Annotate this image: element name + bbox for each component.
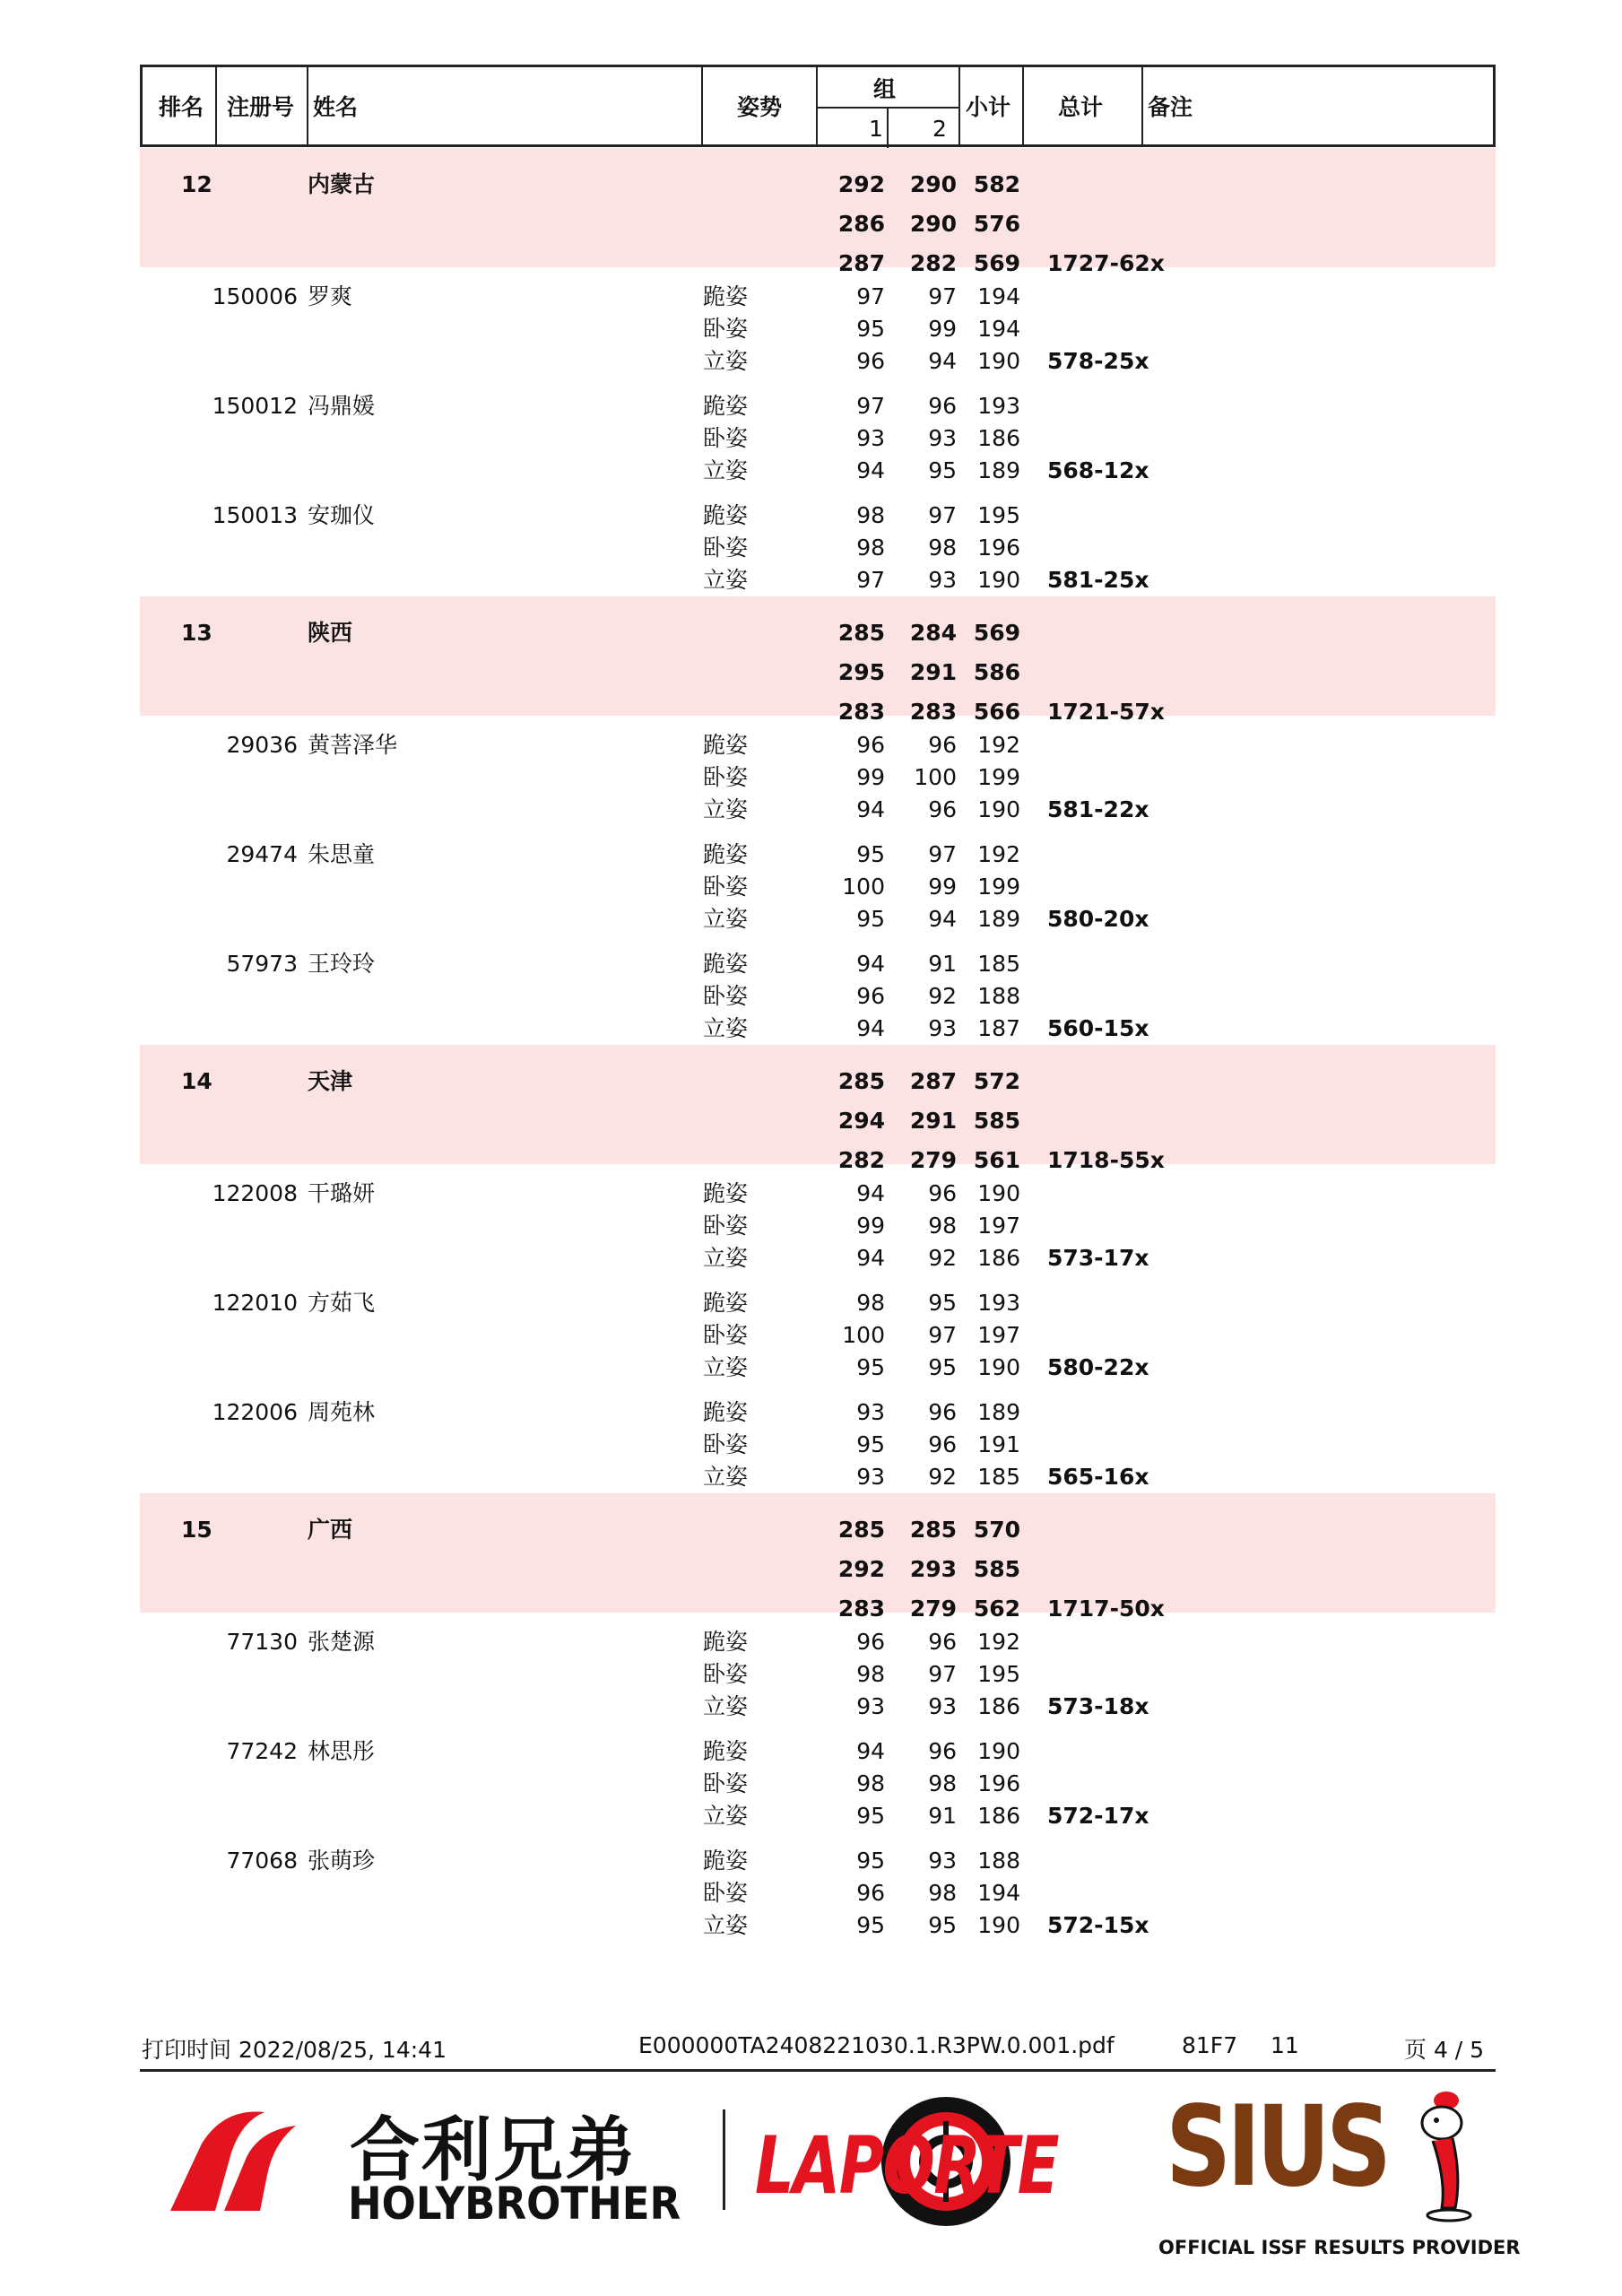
athlete-g1-score: 98 — [856, 1661, 885, 1687]
athlete-position: 卧姿 — [703, 1880, 749, 1906]
athlete-name: 黄菩泽华 — [308, 732, 398, 758]
athlete-subtotal: 187 — [977, 1015, 1020, 1041]
athlete-total: 565-16x — [1047, 1464, 1149, 1490]
holybrother-en: HOLYBROTHER — [348, 2178, 681, 2230]
athlete-total: 581-25x — [1047, 567, 1149, 593]
athlete-position: 立姿 — [703, 1245, 749, 1271]
athlete-g1-score: 100 — [842, 1322, 885, 1348]
athlete-position: 跪姿 — [703, 502, 749, 528]
athlete-name: 周苑林 — [308, 1399, 376, 1425]
athlete-reg-no: 77242 — [226, 1738, 298, 1764]
athlete-subtotal: 188 — [977, 1848, 1020, 1874]
team-g1-score: 283 — [837, 1596, 885, 1622]
athlete-reg-no: 77130 — [226, 1629, 298, 1655]
athlete-g1-score: 96 — [856, 732, 885, 758]
team-g1-score: 283 — [837, 699, 885, 725]
athlete-reg-no: 57973 — [226, 951, 298, 977]
col-position: 姿势 — [737, 94, 783, 120]
divider — [307, 67, 308, 144]
team-rank: 14 — [181, 1068, 213, 1094]
print-time: 打印时间 2022/08/25, 14:41 — [142, 2037, 447, 2063]
divider — [1022, 67, 1024, 144]
athlete-g2-score: 96 — [928, 1180, 957, 1206]
athlete-g2-score: 93 — [928, 567, 957, 593]
athlete-subtotal: 186 — [977, 1803, 1020, 1829]
athlete-g1-score: 98 — [856, 502, 885, 528]
athlete-position: 卧姿 — [703, 1322, 749, 1348]
athlete-subtotal: 199 — [977, 764, 1020, 790]
athlete-name: 张萌珍 — [308, 1848, 376, 1874]
file-name: E000000TA2408221030.1.R3PW.0.001.pdf — [638, 2032, 1115, 2058]
doc-code: 81F7 — [1182, 2032, 1238, 2058]
athlete-name: 安珈仪 — [308, 502, 376, 528]
athlete-position: 立姿 — [703, 457, 749, 483]
athlete-name: 张楚源 — [308, 1629, 376, 1655]
athlete-g1-score: 95 — [856, 1912, 885, 1938]
athlete-g1-score: 96 — [856, 348, 885, 374]
athlete-g1-score: 97 — [856, 393, 885, 419]
team-g2-score: 279 — [909, 1596, 957, 1622]
athlete-g1-score: 99 — [856, 1213, 885, 1239]
team-g1-score: 287 — [837, 250, 885, 276]
team-subtotal: 582 — [973, 171, 1020, 197]
athlete-position: 立姿 — [703, 796, 749, 822]
athlete-g2-score: 97 — [928, 1661, 957, 1687]
athlete-g1-score: 95 — [856, 1848, 885, 1874]
athlete-subtotal: 192 — [977, 841, 1020, 867]
col-subtotal: 小计 — [966, 94, 1011, 120]
athlete-g1-score: 94 — [856, 1180, 885, 1206]
team-g2-score: 290 — [909, 211, 957, 237]
athlete-name: 干璐妍 — [308, 1180, 376, 1206]
athlete-g2-score: 100 — [914, 764, 957, 790]
team-name: 广西 — [308, 1517, 353, 1543]
athlete-subtotal: 194 — [977, 1880, 1020, 1906]
page-number: 页 4 / 5 — [1404, 2037, 1485, 2063]
athlete-subtotal: 186 — [977, 425, 1020, 451]
col-total: 总计 — [1058, 94, 1104, 120]
athlete-g2-score: 97 — [928, 841, 957, 867]
team-rank: 12 — [181, 171, 213, 197]
footer-rule — [140, 2069, 1496, 2072]
athlete-subtotal: 190 — [977, 567, 1020, 593]
results-table-header — [140, 65, 1496, 147]
athlete-g1-score: 100 — [842, 874, 885, 900]
athlete-subtotal: 193 — [977, 393, 1020, 419]
sius-tagline: OFFICIAL ISSF RESULTS PROVIDER — [1158, 2237, 1521, 2258]
team-g1-score: 292 — [837, 1556, 885, 1582]
athlete-reg-no: 29036 — [226, 732, 298, 758]
athlete-g1-score: 94 — [856, 457, 885, 483]
team-rank: 15 — [181, 1517, 213, 1543]
athlete-subtotal: 189 — [977, 906, 1020, 932]
athlete-subtotal: 197 — [977, 1213, 1020, 1239]
athlete-subtotal: 195 — [977, 502, 1020, 528]
team-name: 陕西 — [308, 620, 353, 646]
athlete-g2-score: 96 — [928, 796, 957, 822]
doc-number: 11 — [1271, 2032, 1299, 2058]
athlete-g2-score: 96 — [928, 1629, 957, 1655]
athlete-g1-score: 95 — [856, 1431, 885, 1457]
team-subtotal: 569 — [973, 620, 1020, 646]
holybrother-cn: 合利兄弟 — [350, 2110, 638, 2191]
team-total: 1718-55x — [1047, 1147, 1165, 1173]
team-subtotal: 586 — [973, 659, 1020, 685]
athlete-g2-score: 97 — [928, 283, 957, 309]
athlete-subtotal: 186 — [977, 1245, 1020, 1271]
athlete-g1-score: 95 — [856, 316, 885, 342]
athlete-reg-no: 122008 — [212, 1180, 298, 1206]
team-g2-score: 282 — [909, 250, 957, 276]
athlete-subtotal: 195 — [977, 1661, 1020, 1687]
athlete-subtotal: 190 — [977, 796, 1020, 822]
athlete-subtotal: 199 — [977, 874, 1020, 900]
athlete-g2-score: 98 — [928, 1770, 957, 1796]
athlete-subtotal: 192 — [977, 1629, 1020, 1655]
athlete-g1-score: 95 — [856, 1354, 885, 1380]
athlete-g2-score: 93 — [928, 1015, 957, 1041]
athlete-position: 卧姿 — [703, 1213, 749, 1239]
holybrother-mark-icon — [161, 2090, 314, 2224]
athlete-total: 572-17x — [1047, 1803, 1149, 1829]
athlete-position: 卧姿 — [703, 535, 749, 561]
team-g1-score: 294 — [837, 1108, 885, 1134]
sponsor-divider — [723, 2109, 725, 2210]
athlete-reg-no: 122010 — [212, 1290, 298, 1316]
col-rank: 排名 — [159, 94, 204, 120]
athlete-g1-score: 96 — [856, 1880, 885, 1906]
athlete-position: 跪姿 — [703, 951, 749, 977]
team-summary-band — [140, 596, 1496, 716]
athlete-g2-score: 95 — [928, 1912, 957, 1938]
athlete-g2-score: 93 — [928, 1848, 957, 1874]
athlete-g2-score: 96 — [928, 1431, 957, 1457]
col-g2: 2 — [932, 115, 947, 142]
athlete-name: 王玲玲 — [308, 951, 376, 977]
team-summary-band — [140, 1045, 1496, 1164]
team-g1-score: 285 — [837, 620, 885, 646]
athlete-position: 跪姿 — [703, 393, 749, 419]
athlete-subtotal: 196 — [977, 535, 1020, 561]
athlete-g1-score: 96 — [856, 983, 885, 1009]
col-reg-no: 注册号 — [227, 94, 295, 120]
athlete-g2-score: 98 — [928, 1213, 957, 1239]
athlete-name: 罗爽 — [308, 283, 353, 309]
athlete-subtotal: 194 — [977, 283, 1020, 309]
team-subtotal: 572 — [973, 1068, 1020, 1094]
athlete-subtotal: 194 — [977, 316, 1020, 342]
divider — [1141, 67, 1143, 144]
laporte-wordmark: LAPORTE — [755, 2119, 1059, 2212]
athlete-g1-score: 94 — [856, 1738, 885, 1764]
col-g1: 1 — [869, 115, 883, 142]
athlete-position: 跪姿 — [703, 841, 749, 867]
athlete-g2-score: 92 — [928, 1464, 957, 1490]
athlete-position: 跪姿 — [703, 283, 749, 309]
athlete-position: 立姿 — [703, 1912, 749, 1938]
athlete-position: 跪姿 — [703, 1629, 749, 1655]
team-g1-score: 286 — [837, 211, 885, 237]
team-g1-score: 285 — [837, 1517, 885, 1543]
sius-logo — [1158, 2083, 1521, 2262]
athlete-name: 林思彤 — [308, 1738, 376, 1764]
athlete-subtotal: 190 — [977, 1180, 1020, 1206]
athlete-position: 卧姿 — [703, 1661, 749, 1687]
team-summary-band — [140, 1493, 1496, 1613]
athlete-g1-score: 99 — [856, 764, 885, 790]
athlete-reg-no: 122006 — [212, 1399, 298, 1425]
divider — [958, 67, 960, 144]
athlete-g2-score: 96 — [928, 1399, 957, 1425]
team-g2-score: 279 — [909, 1147, 957, 1173]
athlete-g1-score: 94 — [856, 1245, 885, 1271]
team-g2-score: 284 — [909, 620, 957, 646]
athlete-subtotal: 190 — [977, 1912, 1020, 1938]
athlete-g1-score: 93 — [856, 425, 885, 451]
athlete-position: 跪姿 — [703, 1290, 749, 1316]
athlete-position: 卧姿 — [703, 874, 749, 900]
athlete-g2-score: 91 — [928, 951, 957, 977]
team-summary-band — [140, 148, 1496, 267]
team-subtotal: 585 — [973, 1556, 1020, 1582]
team-g2-score: 287 — [909, 1068, 957, 1094]
athlete-g2-score: 96 — [928, 732, 957, 758]
athlete-position: 跪姿 — [703, 1848, 749, 1874]
athlete-subtotal: 192 — [977, 732, 1020, 758]
team-g2-score: 283 — [909, 699, 957, 725]
athlete-subtotal: 190 — [977, 1354, 1020, 1380]
athlete-position: 卧姿 — [703, 316, 749, 342]
team-g2-score: 285 — [909, 1517, 957, 1543]
team-g2-score: 291 — [909, 1108, 957, 1134]
team-subtotal: 566 — [973, 699, 1020, 725]
team-name: 天津 — [308, 1068, 353, 1094]
athlete-g1-score: 98 — [856, 1290, 885, 1316]
athlete-subtotal: 185 — [977, 951, 1020, 977]
athlete-g2-score: 94 — [928, 906, 957, 932]
col-group: 组 — [873, 76, 897, 102]
athlete-total: 580-20x — [1047, 906, 1149, 932]
athlete-g1-score: 95 — [856, 1803, 885, 1829]
athlete-g2-score: 96 — [928, 393, 957, 419]
team-g1-score: 292 — [837, 171, 885, 197]
divider — [816, 67, 818, 144]
athlete-position: 卧姿 — [703, 983, 749, 1009]
athlete-position: 立姿 — [703, 1693, 749, 1719]
athlete-g2-score: 95 — [928, 1290, 957, 1316]
athlete-total: 573-17x — [1047, 1245, 1149, 1271]
athlete-position: 立姿 — [703, 567, 749, 593]
athlete-g2-score: 95 — [928, 457, 957, 483]
group-divider — [887, 109, 889, 150]
divider — [701, 67, 703, 144]
athlete-g1-score: 94 — [856, 951, 885, 977]
athlete-name: 方茹飞 — [308, 1290, 376, 1316]
athlete-total: 560-15x — [1047, 1015, 1149, 1041]
team-g1-score: 295 — [837, 659, 885, 685]
athlete-g1-score: 93 — [856, 1464, 885, 1490]
athlete-position: 卧姿 — [703, 764, 749, 790]
athlete-subtotal: 191 — [977, 1431, 1020, 1457]
team-g2-score: 290 — [909, 171, 957, 197]
athlete-g2-score: 98 — [928, 535, 957, 561]
athlete-g1-score: 94 — [856, 1015, 885, 1041]
sius-wordmark: SIUS — [1166, 2083, 1388, 2212]
team-g2-score: 291 — [909, 659, 957, 685]
athlete-total: 568-12x — [1047, 457, 1149, 483]
athlete-subtotal: 186 — [977, 1693, 1020, 1719]
athlete-name: 冯鼎媛 — [308, 393, 376, 419]
athlete-total: 580-22x — [1047, 1354, 1149, 1380]
athlete-reg-no: 29474 — [226, 841, 298, 867]
athlete-subtotal: 188 — [977, 983, 1020, 1009]
athlete-g1-score: 93 — [856, 1693, 885, 1719]
team-subtotal: 585 — [973, 1108, 1020, 1134]
athlete-total: 581-22x — [1047, 796, 1149, 822]
athlete-g2-score: 99 — [928, 316, 957, 342]
athlete-position: 卧姿 — [703, 425, 749, 451]
athlete-position: 立姿 — [703, 906, 749, 932]
athlete-position: 跪姿 — [703, 1738, 749, 1764]
athlete-g1-score: 96 — [856, 1629, 885, 1655]
team-rank: 13 — [181, 620, 213, 646]
athlete-g2-score: 94 — [928, 348, 957, 374]
athlete-subtotal: 185 — [977, 1464, 1020, 1490]
col-remark: 备注 — [1148, 94, 1193, 120]
athlete-position: 跪姿 — [703, 1399, 749, 1425]
athlete-g2-score: 98 — [928, 1880, 957, 1906]
athlete-total: 572-15x — [1047, 1912, 1149, 1938]
holybrother-logo — [161, 2090, 699, 2230]
athlete-position: 立姿 — [703, 1464, 749, 1490]
athlete-g2-score: 93 — [928, 1693, 957, 1719]
athlete-subtotal: 196 — [977, 1770, 1020, 1796]
team-total: 1717-50x — [1047, 1596, 1165, 1622]
team-subtotal: 562 — [973, 1596, 1020, 1622]
team-subtotal: 576 — [973, 211, 1020, 237]
athlete-reg-no: 150013 — [212, 502, 298, 528]
athlete-g1-score: 98 — [856, 535, 885, 561]
athlete-g1-score: 94 — [856, 796, 885, 822]
athlete-total: 578-25x — [1047, 348, 1149, 374]
team-subtotal: 569 — [973, 250, 1020, 276]
athlete-name: 朱思童 — [308, 841, 376, 867]
athlete-position: 立姿 — [703, 1354, 749, 1380]
athlete-reg-no: 150006 — [212, 283, 298, 309]
athlete-g1-score: 97 — [856, 567, 885, 593]
athlete-g2-score: 92 — [928, 1245, 957, 1271]
sius-mascot-icon — [1406, 2083, 1487, 2226]
divider — [215, 67, 217, 144]
athlete-g2-score: 91 — [928, 1803, 957, 1829]
athlete-position: 跪姿 — [703, 1180, 749, 1206]
athlete-subtotal: 190 — [977, 348, 1020, 374]
athlete-total: 573-18x — [1047, 1693, 1149, 1719]
athlete-reg-no: 150012 — [212, 393, 298, 419]
athlete-g2-score: 97 — [928, 502, 957, 528]
team-subtotal: 561 — [973, 1147, 1020, 1173]
team-g2-score: 293 — [909, 1556, 957, 1582]
athlete-position: 卧姿 — [703, 1770, 749, 1796]
athlete-g1-score: 95 — [856, 906, 885, 932]
athlete-g2-score: 97 — [928, 1322, 957, 1348]
laporte-logo — [755, 2094, 1105, 2229]
team-g1-score: 285 — [837, 1068, 885, 1094]
athlete-g1-score: 95 — [856, 841, 885, 867]
athlete-position: 立姿 — [703, 348, 749, 374]
athlete-g1-score: 97 — [856, 283, 885, 309]
athlete-position: 卧姿 — [703, 1431, 749, 1457]
team-total: 1721-57x — [1047, 699, 1165, 725]
athlete-g2-score: 92 — [928, 983, 957, 1009]
athlete-subtotal: 189 — [977, 1399, 1020, 1425]
athlete-position: 立姿 — [703, 1803, 749, 1829]
team-subtotal: 570 — [973, 1517, 1020, 1543]
athlete-g2-score: 93 — [928, 425, 957, 451]
athlete-g1-score: 93 — [856, 1399, 885, 1425]
athlete-g2-score: 96 — [928, 1738, 957, 1764]
athlete-subtotal: 190 — [977, 1738, 1020, 1764]
athlete-subtotal: 197 — [977, 1322, 1020, 1348]
athlete-position: 跪姿 — [703, 732, 749, 758]
athlete-g1-score: 98 — [856, 1770, 885, 1796]
team-total: 1727-62x — [1047, 250, 1165, 276]
athlete-subtotal: 193 — [977, 1290, 1020, 1316]
athlete-subtotal: 189 — [977, 457, 1020, 483]
team-name: 内蒙古 — [308, 171, 376, 197]
col-name: 姓名 — [313, 94, 359, 120]
athlete-g2-score: 95 — [928, 1354, 957, 1380]
team-g1-score: 282 — [837, 1147, 885, 1173]
athlete-g2-score: 99 — [928, 874, 957, 900]
athlete-position: 立姿 — [703, 1015, 749, 1041]
athlete-reg-no: 77068 — [226, 1848, 298, 1874]
